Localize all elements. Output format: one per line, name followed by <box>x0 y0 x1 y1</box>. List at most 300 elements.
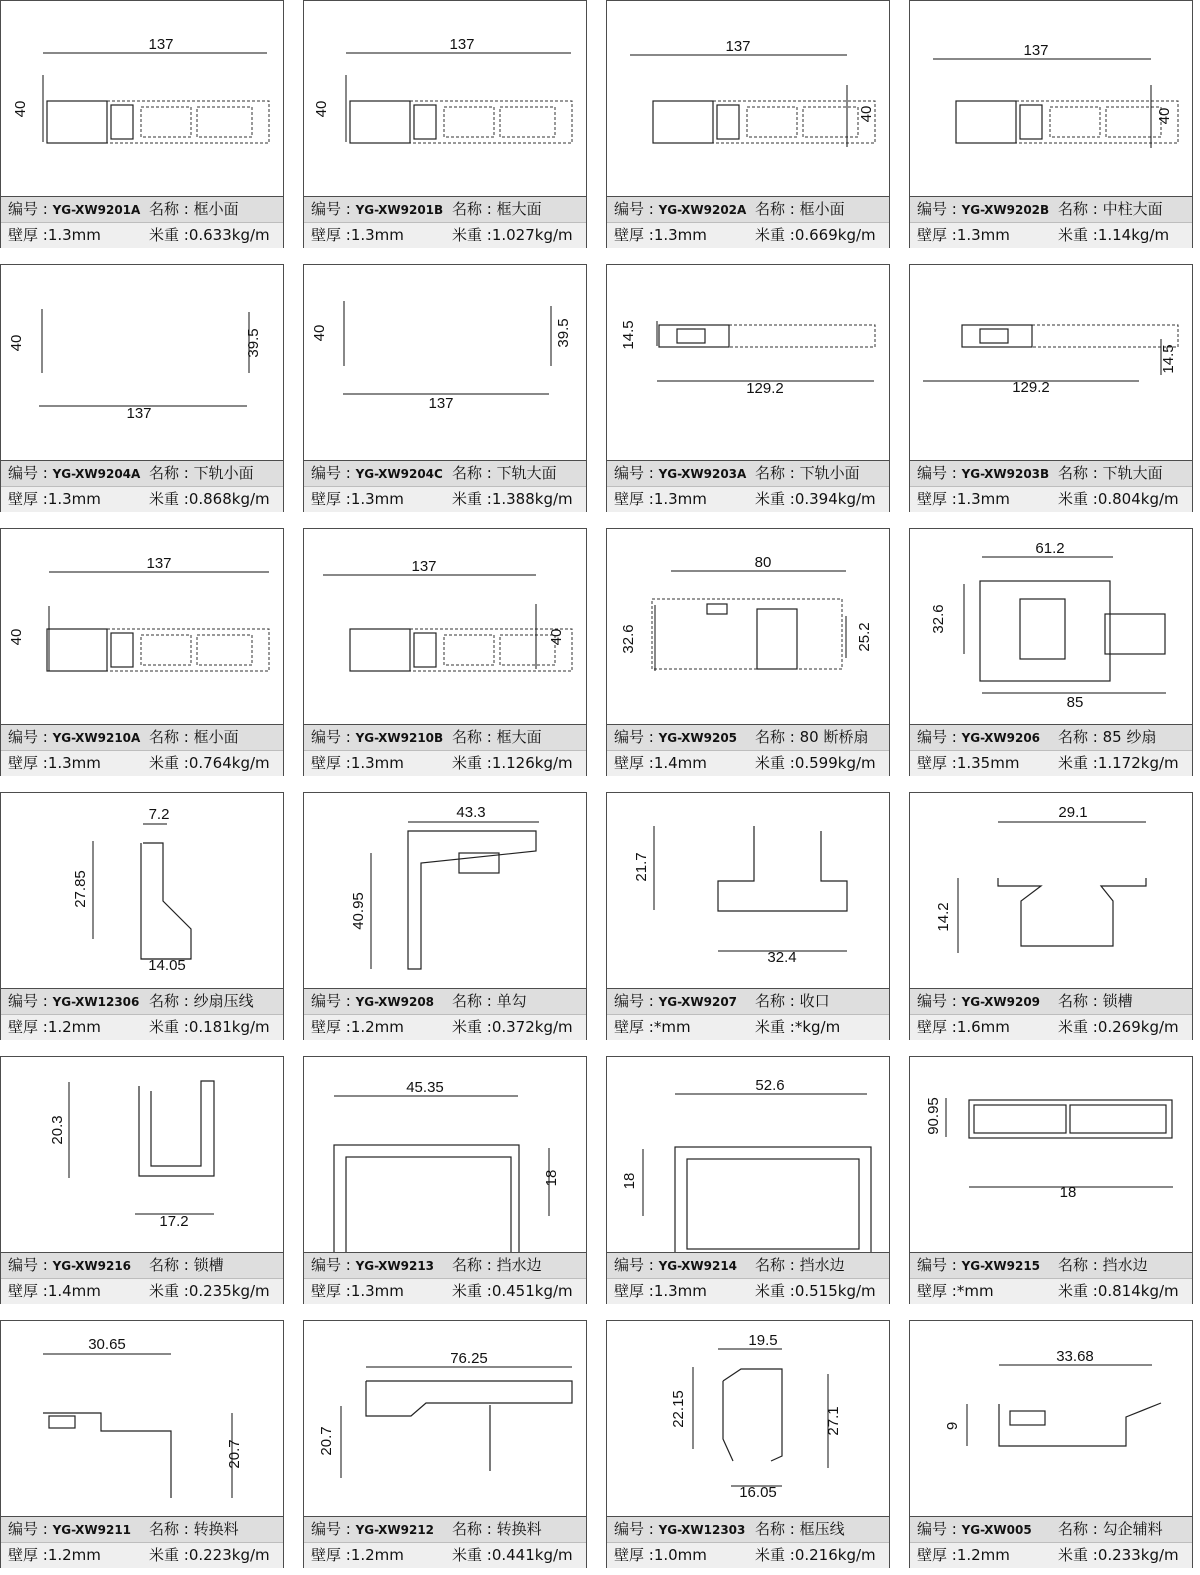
profile-card <box>0 264 284 512</box>
profile-section-drawing <box>1 265 283 460</box>
profile-name: 80 断桥扇 <box>799 728 869 746</box>
profile-code: YG-XW12303 <box>658 1523 746 1537</box>
meter-weight: *kg/m <box>794 1018 841 1036</box>
wall-thickness: 1.3mm <box>350 1282 404 1300</box>
spec-row-metrics <box>304 486 586 512</box>
spec-row-metrics <box>607 1278 889 1304</box>
profile-drawing <box>304 1 586 197</box>
name-cell <box>452 1253 584 1278</box>
profile-code: YG-XW9210B <box>355 731 444 745</box>
spec-row-metrics <box>910 1278 1192 1304</box>
spec-row-code <box>304 989 586 1014</box>
code-cell <box>917 197 1053 222</box>
profile-drawing <box>607 793 889 989</box>
weight-label: 米重 : <box>452 1282 492 1300</box>
name-cell <box>149 989 281 1014</box>
thickness-cell <box>614 223 750 248</box>
profile-section-drawing <box>607 1057 889 1252</box>
spec-row-metrics <box>607 1542 889 1568</box>
spec-table <box>304 461 586 511</box>
weight-label: 米重 : <box>149 1018 189 1036</box>
name-label: 名称 : <box>452 1520 497 1538</box>
profile-drawing <box>304 793 586 989</box>
spec-table <box>607 1517 889 1567</box>
thickness-cell <box>8 223 144 248</box>
profile-section-drawing <box>910 265 1192 460</box>
thickness-label: 壁厚 : <box>311 1546 351 1564</box>
profile-section-drawing <box>304 1321 586 1516</box>
dimension-label: 14.5 <box>1160 344 1177 374</box>
profile-name: 框大面 <box>496 728 542 746</box>
name-cell <box>1058 989 1190 1014</box>
spec-row-code <box>1 1253 283 1278</box>
code-cell <box>614 461 750 486</box>
profile-code: YG-XW9209 <box>961 995 1041 1009</box>
weight-cell <box>755 1279 887 1304</box>
profile-code: YG-XW9213 <box>355 1259 435 1273</box>
meter-weight: 0.599kg/m <box>794 754 876 772</box>
spec-table <box>1 461 283 511</box>
dimension-label: 90.95 <box>925 1097 942 1135</box>
thickness-cell <box>8 1015 144 1040</box>
code-label: 编号 : <box>311 464 356 482</box>
wall-thickness: 1.4mm <box>653 754 707 772</box>
profile-card <box>0 1056 284 1304</box>
profile-section-drawing <box>910 1 1192 196</box>
spec-table <box>304 197 586 247</box>
thickness-label: 壁厚 : <box>8 1018 48 1036</box>
spec-table <box>304 1517 586 1567</box>
name-label: 名称 : <box>149 200 194 218</box>
code-label: 编号 : <box>8 728 53 746</box>
spec-table <box>607 461 889 511</box>
code-label: 编号 : <box>614 464 659 482</box>
profile-section-drawing <box>1 793 283 988</box>
code-cell <box>917 461 1053 486</box>
wall-thickness: 1.3mm <box>350 226 404 244</box>
spec-row-metrics <box>910 486 1192 512</box>
weight-cell <box>452 1015 584 1040</box>
spec-row-metrics <box>1 1542 283 1568</box>
weight-label: 米重 : <box>1058 490 1098 508</box>
wall-thickness: 1.2mm <box>956 1546 1010 1564</box>
thickness-cell <box>917 487 1053 512</box>
spec-row-metrics <box>910 222 1192 248</box>
profile-section-drawing <box>910 1057 1192 1252</box>
profile-code: YG-XW9201B <box>355 203 444 217</box>
code-cell <box>311 1517 447 1542</box>
wall-thickness: 1.35mm <box>956 754 1020 772</box>
dimension-label: 25.2 <box>856 622 873 652</box>
weight-label: 米重 : <box>1058 1546 1098 1564</box>
weight-cell <box>149 487 281 512</box>
name-label: 名称 : <box>1058 464 1103 482</box>
profile-card <box>606 528 890 776</box>
spec-row-metrics <box>304 222 586 248</box>
spec-row-metrics <box>304 1278 586 1304</box>
wall-thickness: 1.3mm <box>956 226 1010 244</box>
code-cell <box>8 1253 144 1278</box>
dimension-label: 14.2 <box>935 902 952 932</box>
thickness-label: 壁厚 : <box>311 490 351 508</box>
wall-thickness: 1.3mm <box>956 490 1010 508</box>
profile-section-drawing <box>910 1321 1192 1516</box>
dimension-label: 30.65 <box>88 1336 126 1353</box>
dimension-label: 40.95 <box>350 892 367 930</box>
dimension-label: 18 <box>1059 1184 1077 1201</box>
name-label: 名称 : <box>149 992 194 1010</box>
weight-cell <box>755 751 887 776</box>
code-cell <box>311 461 447 486</box>
dimension-label: 27.1 <box>825 1406 842 1436</box>
weight-label: 米重 : <box>452 1018 492 1036</box>
thickness-label: 壁厚 : <box>917 226 957 244</box>
meter-weight: 0.764kg/m <box>188 754 270 772</box>
profile-name: 下轨小面 <box>799 464 860 482</box>
name-label: 名称 : <box>755 1256 800 1274</box>
code-label: 编号 : <box>614 200 659 218</box>
spec-row-code <box>607 197 889 222</box>
spec-row-code <box>910 1517 1192 1542</box>
spec-row-code <box>304 1253 586 1278</box>
profile-name: 下轨大面 <box>496 464 557 482</box>
code-label: 编号 : <box>311 992 356 1010</box>
profile-drawing <box>304 265 586 461</box>
meter-weight: 0.235kg/m <box>188 1282 270 1300</box>
thickness-label: 壁厚 : <box>614 754 654 772</box>
weight-label: 米重 : <box>1058 754 1098 772</box>
wall-thickness: 1.2mm <box>350 1018 404 1036</box>
profile-drawing <box>607 529 889 725</box>
profile-card <box>606 1056 890 1304</box>
meter-weight: 0.515kg/m <box>794 1282 876 1300</box>
dimension-label: 40 <box>8 628 25 646</box>
weight-cell <box>149 1543 281 1568</box>
profile-code: YG-XW9214 <box>658 1259 738 1273</box>
wall-thickness: 1.2mm <box>47 1018 101 1036</box>
code-cell <box>614 1517 750 1542</box>
profile-drawing <box>607 1321 889 1517</box>
code-label: 编号 : <box>311 1520 356 1538</box>
weight-label: 米重 : <box>755 754 795 772</box>
thickness-label: 壁厚 : <box>311 226 351 244</box>
profile-drawing <box>1 529 283 725</box>
meter-weight: 1.388kg/m <box>491 490 573 508</box>
meter-weight: 0.669kg/m <box>794 226 876 244</box>
code-label: 编号 : <box>917 992 962 1010</box>
code-label: 编号 : <box>8 1520 53 1538</box>
wall-thickness: *mm <box>956 1282 994 1300</box>
weight-label: 米重 : <box>1058 1018 1098 1036</box>
meter-weight: 1.14kg/m <box>1097 226 1170 244</box>
dimension-label: 29.1 <box>1058 804 1088 821</box>
name-cell <box>755 725 887 750</box>
name-label: 名称 : <box>452 464 497 482</box>
weight-cell <box>1058 1015 1190 1040</box>
name-cell <box>755 1253 887 1278</box>
spec-table <box>1 197 283 247</box>
dimension-label: 40 <box>313 100 330 118</box>
profile-section-drawing <box>304 1 586 196</box>
profile-section-drawing <box>1 1057 283 1252</box>
dimension-label: 137 <box>411 558 437 575</box>
spec-row-code <box>304 197 586 222</box>
code-cell <box>917 725 1053 750</box>
profile-card <box>606 0 890 248</box>
profile-drawing <box>910 529 1192 725</box>
dimension-label: 40 <box>311 324 328 342</box>
name-cell <box>452 1517 584 1542</box>
profile-card <box>0 792 284 1040</box>
profile-card <box>0 1320 284 1568</box>
weight-cell <box>149 1279 281 1304</box>
name-label: 名称 : <box>1058 1520 1103 1538</box>
spec-row-metrics <box>1 1014 283 1040</box>
spec-row-code <box>607 461 889 486</box>
profile-card <box>909 264 1193 512</box>
wall-thickness: 1.2mm <box>350 1546 404 1564</box>
meter-weight: 1.172kg/m <box>1097 754 1179 772</box>
dimension-label: 18 <box>543 1169 560 1187</box>
profile-code: YG-XW9203B <box>961 467 1050 481</box>
weight-label: 米重 : <box>755 490 795 508</box>
name-cell <box>1058 197 1190 222</box>
thickness-label: 壁厚 : <box>8 1282 48 1300</box>
name-label: 名称 : <box>149 1520 194 1538</box>
weight-label: 米重 : <box>1058 226 1098 244</box>
code-label: 编号 : <box>311 728 356 746</box>
meter-weight: 0.372kg/m <box>491 1018 573 1036</box>
spec-row-code <box>607 1517 889 1542</box>
profile-code: YG-XW9210A <box>52 731 141 745</box>
profile-drawing <box>910 265 1192 461</box>
name-cell <box>149 1253 281 1278</box>
code-label: 编号 : <box>614 1256 659 1274</box>
spec-row-code <box>1 1517 283 1542</box>
spec-table <box>304 989 586 1039</box>
spec-row-code <box>910 725 1192 750</box>
dimension-label: 32.6 <box>620 624 637 654</box>
name-label: 名称 : <box>452 728 497 746</box>
thickness-label: 壁厚 : <box>311 1282 351 1300</box>
profile-drawing <box>1 1321 283 1517</box>
profile-card <box>606 792 890 1040</box>
weight-label: 米重 : <box>452 490 492 508</box>
weight-label: 米重 : <box>149 490 189 508</box>
name-label: 名称 : <box>452 200 497 218</box>
spec-row-code <box>607 725 889 750</box>
code-label: 编号 : <box>917 728 962 746</box>
thickness-cell <box>311 223 447 248</box>
code-cell <box>8 197 144 222</box>
weight-cell <box>452 1279 584 1304</box>
dimension-label: 80 <box>754 554 772 571</box>
dimension-label: 32.4 <box>767 949 797 966</box>
thickness-label: 壁厚 : <box>614 1282 654 1300</box>
profile-card <box>909 1056 1193 1304</box>
spec-row-code <box>607 1253 889 1278</box>
dimension-label: 22.15 <box>670 1390 687 1428</box>
name-cell <box>452 725 584 750</box>
profile-name: 转换料 <box>193 1520 239 1538</box>
wall-thickness: 1.4mm <box>47 1282 101 1300</box>
meter-weight: 0.394kg/m <box>794 490 876 508</box>
name-cell <box>1058 1253 1190 1278</box>
profile-name: 框大面 <box>496 200 542 218</box>
weight-label: 米重 : <box>452 754 492 772</box>
name-label: 名称 : <box>452 1256 497 1274</box>
thickness-cell <box>8 487 144 512</box>
thickness-label: 壁厚 : <box>8 754 48 772</box>
profile-card <box>909 0 1193 248</box>
wall-thickness: *mm <box>653 1018 691 1036</box>
spec-row-metrics <box>607 1014 889 1040</box>
wall-thickness: 1.0mm <box>653 1546 707 1564</box>
meter-weight: 0.633kg/m <box>188 226 270 244</box>
code-label: 编号 : <box>614 728 659 746</box>
spec-row-metrics <box>910 1014 1192 1040</box>
dimension-label: 14.05 <box>148 957 186 974</box>
thickness-label: 壁厚 : <box>614 1546 654 1564</box>
name-cell <box>1058 461 1190 486</box>
spec-row-code <box>1 725 283 750</box>
spec-row-metrics <box>304 1542 586 1568</box>
dimension-label: 14.5 <box>620 320 637 350</box>
wall-thickness: 1.3mm <box>47 490 101 508</box>
profile-drawing <box>910 1 1192 197</box>
spec-row-code <box>304 1517 586 1542</box>
spec-table <box>910 725 1192 775</box>
spec-table <box>1 1517 283 1567</box>
profile-name: 勾企辅料 <box>1102 1520 1163 1538</box>
profile-section-drawing <box>304 793 586 988</box>
profile-code: YG-XW9208 <box>355 995 435 1009</box>
profile-code: YG-XW9203A <box>658 467 747 481</box>
profile-card <box>303 792 587 1040</box>
dimension-label: 40 <box>12 100 29 118</box>
dimension-label: 40 <box>858 105 875 123</box>
weight-label: 米重 : <box>755 226 795 244</box>
thickness-label: 壁厚 : <box>8 490 48 508</box>
profile-section-drawing <box>304 1057 586 1252</box>
name-cell <box>1058 725 1190 750</box>
dimension-label: 137 <box>428 395 454 412</box>
spec-table <box>607 1253 889 1303</box>
weight-cell <box>452 751 584 776</box>
meter-weight: 0.451kg/m <box>491 1282 573 1300</box>
spec-row-code <box>910 461 1192 486</box>
weight-label: 米重 : <box>149 754 189 772</box>
spec-table <box>304 725 586 775</box>
spec-row-metrics <box>1 1278 283 1304</box>
wall-thickness: 1.3mm <box>653 490 707 508</box>
thickness-label: 壁厚 : <box>614 226 654 244</box>
profile-drawing <box>910 1321 1192 1517</box>
name-label: 名称 : <box>1058 992 1103 1010</box>
dimension-label: 129.2 <box>1012 379 1050 396</box>
spec-row-code <box>1 461 283 486</box>
thickness-cell <box>614 1015 750 1040</box>
code-cell <box>917 989 1053 1014</box>
spec-table <box>1 989 283 1039</box>
profile-code: YG-XW9216 <box>52 1259 132 1273</box>
name-cell <box>755 461 887 486</box>
profile-section-drawing <box>910 529 1192 724</box>
profile-section-drawing <box>607 265 889 460</box>
weight-cell <box>755 223 887 248</box>
weight-cell <box>755 487 887 512</box>
profile-card <box>606 264 890 512</box>
code-cell <box>614 725 750 750</box>
profile-code: YG-XW005 <box>961 1523 1032 1537</box>
thickness-label: 壁厚 : <box>917 754 957 772</box>
thickness-label: 壁厚 : <box>917 1018 957 1036</box>
dimension-label: 137 <box>146 555 172 572</box>
spec-row-metrics <box>1 222 283 248</box>
thickness-cell <box>311 1543 447 1568</box>
spec-table <box>304 1253 586 1303</box>
name-label: 名称 : <box>755 1520 800 1538</box>
profile-section-drawing <box>607 529 889 724</box>
dimension-label: 52.6 <box>755 1077 785 1094</box>
name-cell <box>452 461 584 486</box>
spec-table <box>910 197 1192 247</box>
code-label: 编号 : <box>917 1520 962 1538</box>
code-label: 编号 : <box>917 464 962 482</box>
code-cell <box>614 197 750 222</box>
weight-label: 米重 : <box>452 1546 492 1564</box>
dimension-label: 137 <box>126 405 152 422</box>
thickness-label: 壁厚 : <box>614 1018 654 1036</box>
weight-label: 米重 : <box>149 1282 189 1300</box>
spec-row-code <box>607 989 889 1014</box>
spec-row-metrics <box>607 750 889 776</box>
profile-drawing <box>910 1057 1192 1253</box>
spec-row-code <box>910 989 1192 1014</box>
profile-drawing <box>607 1057 889 1253</box>
name-cell <box>452 989 584 1014</box>
profile-drawing <box>304 529 586 725</box>
spec-table <box>910 989 1192 1039</box>
weight-cell <box>1058 1543 1190 1568</box>
profile-code: YG-XW9212 <box>355 1523 435 1537</box>
profile-section-drawing <box>1 1321 283 1516</box>
profile-name: 框小面 <box>193 728 239 746</box>
profile-card <box>303 1056 587 1304</box>
thickness-cell <box>311 1279 447 1304</box>
thickness-cell <box>917 1543 1053 1568</box>
meter-weight: 0.814kg/m <box>1097 1282 1179 1300</box>
profile-code: YG-XW9204A <box>52 467 141 481</box>
dimension-label: 27.85 <box>72 870 89 908</box>
code-label: 编号 : <box>614 992 659 1010</box>
profile-drawing <box>910 793 1192 989</box>
thickness-label: 壁厚 : <box>917 1282 957 1300</box>
profile-code: YG-XW9202B <box>961 203 1050 217</box>
dimension-label: 32.6 <box>930 604 947 634</box>
profile-card <box>909 528 1193 776</box>
spec-table <box>910 1517 1192 1567</box>
name-cell <box>755 989 887 1014</box>
spec-table <box>1 1253 283 1303</box>
spec-row-metrics <box>1 750 283 776</box>
profile-code: YG-XW9206 <box>961 731 1041 745</box>
profile-name: 挡水边 <box>799 1256 845 1274</box>
thickness-cell <box>8 1279 144 1304</box>
name-label: 名称 : <box>1058 728 1103 746</box>
spec-row-metrics <box>304 750 586 776</box>
thickness-label: 壁厚 : <box>311 1018 351 1036</box>
